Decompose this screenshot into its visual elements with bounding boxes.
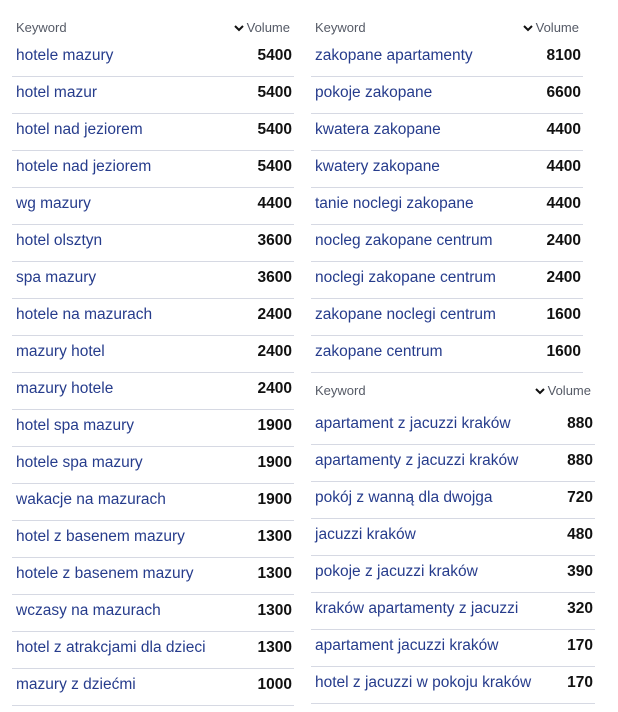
keyword-link[interactable]: zakopane noclegi centrum [315,306,496,323]
volume-value: 5400 [257,84,292,101]
volume-value: 1300 [257,528,292,545]
chevron-down-icon [522,22,534,34]
table-row [311,39,583,77]
table-row [12,298,294,336]
volume-column-header[interactable] [534,383,591,398]
table-row [12,594,294,632]
keyword-link[interactable]: noclegi zakopane centrum [315,269,496,286]
keyword-link[interactable]: hotele z basenem mazury [16,565,194,582]
volume-value: 5400 [257,47,292,64]
right-bottom-keyword-table [311,373,595,709]
table-header [12,10,294,38]
volume-value: 5400 [257,121,292,138]
table-row [311,187,583,225]
keyword-link[interactable]: hotel z atrakcjami dla dzieci [16,639,206,656]
keyword-link[interactable]: nocleg zakopane centrum [315,232,493,249]
table-header [311,10,583,38]
table-row [311,481,595,519]
keyword-link[interactable]: hotel z jacuzzi w pokoju kraków [315,674,532,691]
keyword-link[interactable]: wakacje na mazurach [16,491,166,508]
keyword-link[interactable]: hotele nad jeziorem [16,158,152,175]
volume-value: 1900 [257,491,292,508]
volume-value: 1900 [257,454,292,471]
table-row [12,150,294,188]
keyword-column-header[interactable]: Keyword [315,383,366,398]
volume-value: 1600 [546,343,581,360]
table-row [311,407,595,445]
keyword-link[interactable]: apartamenty z jacuzzi kraków [315,452,519,469]
table-row [311,224,583,262]
chevron-down-icon [233,22,245,34]
table-row [12,261,294,299]
table-row [311,76,583,114]
volume-value: 2400 [546,232,581,249]
volume-value: 4400 [546,195,581,212]
keyword-link[interactable]: hotele na mazurach [16,306,153,323]
volume-value: 720 [567,489,593,506]
table-header [311,373,595,401]
volume-value: 5400 [257,158,292,175]
keyword-link[interactable]: zakopane apartamenty [315,47,473,64]
volume-value: 3600 [257,232,292,249]
table-row [12,668,294,706]
table-row [12,335,294,373]
keyword-link[interactable]: mazury hotel [16,343,105,360]
table-row [311,113,583,151]
table-row [311,592,595,630]
volume-header-label: Volume [535,20,579,35]
volume-value: 320 [567,600,593,617]
volume-value: 1900 [257,417,292,434]
table-row [311,335,583,373]
keyword-link[interactable]: hotele spa mazury [16,454,143,471]
volume-header-label: Volume [547,383,591,398]
keyword-link[interactable]: jacuzzi kraków [315,526,416,543]
table-row [12,39,294,77]
keyword-link[interactable]: pokoje zakopane [315,84,433,101]
keyword-link[interactable]: hotel olsztyn [16,232,103,249]
keyword-link[interactable]: apartament jacuzzi kraków [315,637,499,654]
keyword-link[interactable]: hotel nad jeziorem [16,121,143,138]
keyword-column-header[interactable]: Keyword [315,20,366,35]
volume-value: 2400 [257,306,292,323]
volume-value: 2400 [257,343,292,360]
table-row [12,224,294,262]
volume-header-label: Volume [246,20,290,35]
volume-value: 8100 [546,47,581,64]
keyword-link[interactable]: hotel z basenem mazury [16,528,185,545]
volume-column-header[interactable] [233,20,290,35]
table-row [311,666,595,704]
table-row [12,557,294,595]
volume-value: 880 [567,415,593,432]
keyword-link[interactable]: kraków apartamenty z jacuzzi [315,600,519,617]
volume-value: 1300 [257,639,292,656]
volume-value: 880 [567,452,593,469]
table-row [12,520,294,558]
table-row [311,518,595,556]
keyword-link[interactable]: wczasy na mazurach [16,602,161,619]
volume-value: 4400 [546,121,581,138]
table-row [12,113,294,151]
volume-value: 4400 [546,158,581,175]
table-row [311,629,595,667]
table-row [12,187,294,225]
keyword-link[interactable]: zakopane centrum [315,343,443,360]
keyword-link[interactable]: mazury hotele [16,380,114,397]
volume-value: 1600 [546,306,581,323]
volume-value: 1300 [257,602,292,619]
volume-value: 2400 [257,380,292,397]
keyword-link[interactable]: hotel mazur [16,84,97,101]
table-row [12,483,294,521]
table-row [12,631,294,669]
volume-value: 1000 [257,676,292,693]
keyword-link[interactable]: apartament z jacuzzi kraków [315,415,511,432]
keyword-link[interactable]: pokoje z jacuzzi kraków [315,563,478,580]
volume-value: 3600 [257,269,292,286]
right-top-keyword-table [311,10,583,370]
keyword-link[interactable]: tanie noclegi zakopane [315,195,474,212]
volume-value: 2400 [546,269,581,286]
keyword-link[interactable]: kwatery zakopane [315,158,440,175]
chevron-down-icon [534,385,546,397]
table-row [311,444,595,482]
table-row [311,150,583,188]
volume-value: 170 [567,674,593,691]
keyword-link[interactable]: mazury z dziećmi [16,676,136,693]
volume-value: 480 [567,526,593,543]
table-row [12,409,294,447]
keyword-link[interactable]: pokój z wanną dla dwojga [315,489,493,506]
volume-value: 1300 [257,565,292,582]
table-row [311,261,583,299]
keyword-link[interactable]: wg mazury [16,195,91,212]
keyword-link[interactable]: spa mazury [16,269,97,286]
table-row [12,446,294,484]
keyword-column-header[interactable]: Keyword [16,20,67,35]
volume-column-header[interactable] [522,20,579,35]
volume-value: 390 [567,563,593,580]
table-row [12,372,294,410]
keyword-link[interactable]: hotel spa mazury [16,417,135,434]
table-row [311,298,583,336]
left-keyword-table [12,10,294,710]
volume-value: 4400 [257,195,292,212]
volume-value: 6600 [546,84,581,101]
table-row [311,555,595,593]
keyword-link[interactable]: hotele mazury [16,47,114,64]
volume-value: 170 [567,637,593,654]
table-row [12,76,294,114]
keyword-link[interactable]: kwatera zakopane [315,121,441,138]
